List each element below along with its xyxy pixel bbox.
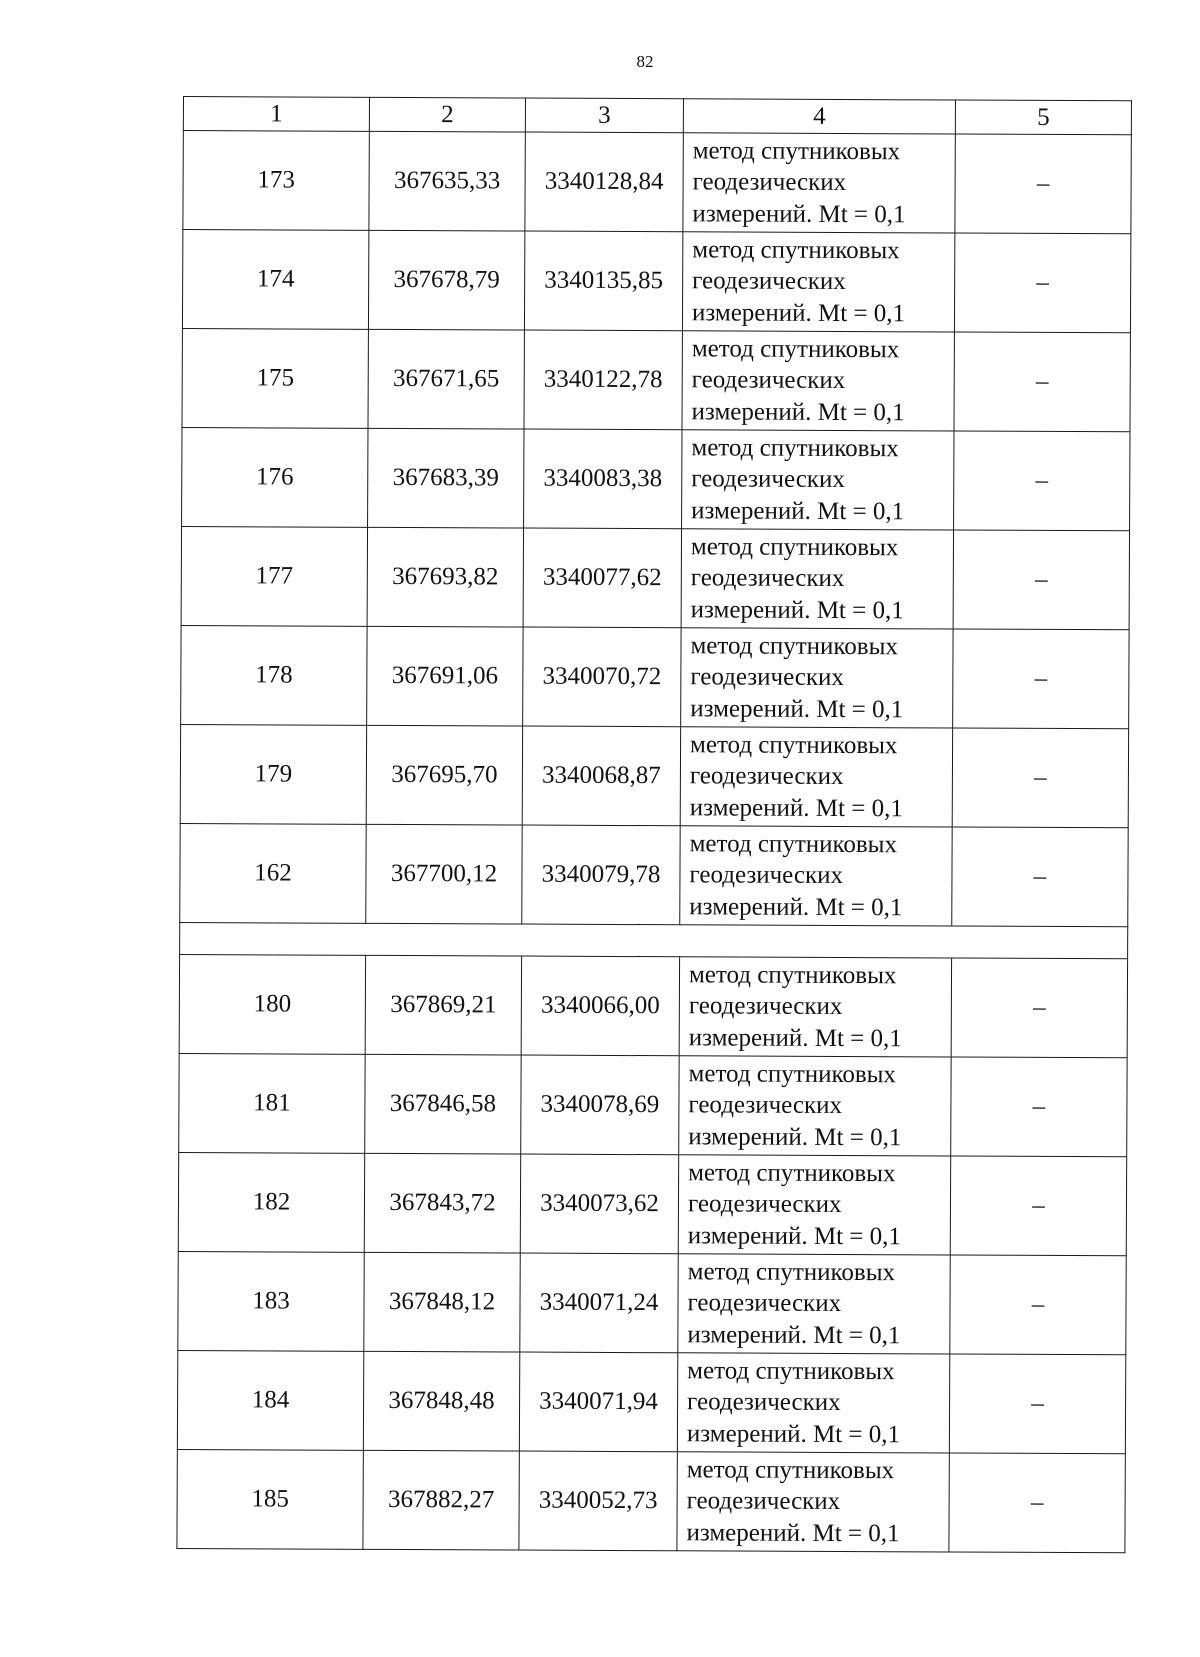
- point-number-cell: 182: [178, 1152, 364, 1252]
- coord-x-cell: 367691,06: [367, 626, 523, 726]
- coord-y-cell: 3340052,73: [519, 1451, 677, 1551]
- table-row: [179, 954, 1127, 1057]
- table-row: [180, 724, 1128, 827]
- table-row: [178, 1152, 1126, 1255]
- method-cell: [678, 1254, 950, 1354]
- separator-row: [180, 922, 1128, 958]
- coord-x-cell: 367882,27: [363, 1450, 519, 1550]
- note-cell: –: [949, 1453, 1125, 1553]
- method-cell: [679, 957, 951, 1057]
- method-line: метод спутниковых: [692, 236, 900, 265]
- coord-y-cell: 3340071,24: [520, 1253, 678, 1353]
- method-line: метод спутниковых: [691, 434, 899, 463]
- method-line: измерений. Mt = 0,1: [691, 398, 905, 427]
- method-line: измерений. Mt = 0,1: [689, 794, 903, 823]
- method-line: измерений. Mt = 0,1: [688, 1024, 902, 1053]
- separator-cell: [180, 922, 1128, 958]
- header-row: [183, 97, 1131, 135]
- method-line: метод спутниковых: [686, 1456, 895, 1484]
- method-line: геодезических: [690, 564, 845, 593]
- method-line: измерений. Mt = 0,1: [686, 1420, 901, 1449]
- note-cell: –: [952, 827, 1128, 927]
- method-cell: [682, 232, 954, 332]
- header-col-3: 3: [525, 98, 683, 133]
- method-line: геодезических: [690, 663, 845, 692]
- point-number-cell: 173: [183, 131, 369, 231]
- note-cell: –: [953, 530, 1129, 630]
- page-number: 82: [636, 52, 654, 71]
- table-body: [177, 131, 1131, 1553]
- coord-y-cell: 3340079,78: [522, 825, 680, 925]
- note-cell: –: [954, 431, 1130, 531]
- point-number-cell: 175: [182, 328, 368, 428]
- header-col-5: 5: [955, 100, 1131, 135]
- note-cell: –: [951, 958, 1127, 1058]
- point-number-cell: 180: [179, 954, 365, 1054]
- method-line: метод спутниковых: [689, 830, 898, 858]
- method-line: метод спутниковых: [687, 1357, 895, 1385]
- method-line: измерений. Mt = 0,1: [687, 1222, 901, 1251]
- note-cell: –: [954, 332, 1130, 432]
- note-cell: –: [951, 1057, 1127, 1157]
- table-row: [180, 823, 1128, 926]
- method-line: геодезических: [691, 366, 846, 395]
- method-cell: [677, 1452, 949, 1552]
- method-line: измерений. Mt = 0,1: [688, 1123, 902, 1152]
- note-cell: –: [955, 134, 1131, 234]
- method-cell: [683, 133, 955, 233]
- method-line: метод спутниковых: [692, 137, 901, 166]
- point-number-cell: 177: [181, 526, 367, 626]
- method-line: геодезических: [692, 267, 846, 296]
- coord-y-cell: 3340135,85: [524, 231, 682, 331]
- coord-y-cell: 3340077,62: [523, 528, 681, 628]
- method-line: измерений. Mt = 0,1: [691, 497, 905, 526]
- coord-x-cell: 367695,70: [366, 725, 522, 825]
- method-line: измерений. Mt = 0,1: [687, 1321, 901, 1350]
- coord-y-cell: 3340073,62: [520, 1154, 678, 1254]
- method-line: геодезических: [688, 1091, 843, 1120]
- note-cell: –: [950, 1255, 1126, 1355]
- coord-x-cell: 367700,12: [366, 824, 522, 924]
- coord-y-cell: 3340066,00: [521, 956, 679, 1056]
- method-line: геодезических: [689, 762, 844, 791]
- method-cell: [680, 826, 952, 926]
- note-cell: –: [954, 233, 1130, 333]
- method-cell: [677, 1353, 949, 1453]
- method-line: геодезических: [689, 861, 844, 890]
- table-row: [183, 131, 1131, 234]
- method-cell: [679, 1056, 951, 1156]
- header-col-1: 1: [183, 97, 369, 132]
- table-row: [182, 230, 1130, 333]
- method-cell: [681, 628, 953, 728]
- coord-x-cell: 367678,79: [368, 230, 524, 330]
- method-line: геодезических: [687, 1289, 842, 1318]
- method-line: геодезических: [686, 1487, 841, 1516]
- coord-x-cell: 367869,21: [365, 955, 521, 1055]
- coordinates-table-wrapper: [176, 96, 1132, 1553]
- method-line: геодезических: [692, 168, 847, 197]
- coord-y-cell: 3340068,87: [522, 726, 680, 826]
- coord-y-cell: 3340070,72: [523, 627, 681, 727]
- point-number-cell: 162: [180, 823, 366, 923]
- coordinates-table: [176, 96, 1132, 1553]
- method-line: измерений. Mt = 0,1: [692, 200, 906, 229]
- point-number-cell: 184: [177, 1350, 363, 1450]
- header-col-2: 2: [369, 97, 525, 132]
- method-line: измерений. Mt = 0,1: [691, 299, 906, 328]
- method-line: метод спутниковых: [690, 632, 898, 660]
- method-line: метод спутниковых: [688, 1060, 897, 1088]
- table-row: [177, 1449, 1125, 1552]
- method-line: метод спутниковых: [691, 335, 900, 364]
- table-row: [182, 328, 1130, 431]
- method-line: геодезических: [687, 1388, 841, 1417]
- method-line: измерений. Mt = 0,1: [686, 1519, 900, 1548]
- method-line: измерений. Mt = 0,1: [690, 596, 904, 625]
- coord-x-cell: 367635,33: [369, 131, 525, 231]
- coord-x-cell: 367683,39: [368, 428, 524, 528]
- note-cell: –: [952, 728, 1128, 828]
- method-line: геодезических: [687, 1190, 842, 1219]
- point-number-cell: 185: [177, 1449, 363, 1549]
- method-line: измерений. Mt = 0,1: [689, 893, 903, 922]
- coord-y-cell: 3340083,38: [524, 429, 682, 529]
- coord-y-cell: 3340078,69: [521, 1055, 679, 1155]
- method-line: метод спутниковых: [690, 731, 898, 759]
- method-line: измерений. Mt = 0,1: [690, 695, 904, 724]
- method-cell: [678, 1155, 950, 1255]
- method-cell: [680, 727, 952, 827]
- point-number-cell: 176: [182, 427, 368, 527]
- method-line: геодезических: [688, 992, 843, 1021]
- point-number-cell: 179: [180, 724, 366, 824]
- table-row: [177, 1350, 1125, 1453]
- table-row: [182, 427, 1130, 530]
- method-line: метод спутниковых: [687, 1258, 896, 1286]
- coord-y-cell: 3340122,78: [524, 330, 682, 430]
- point-number-cell: 178: [181, 625, 367, 725]
- table-row: [178, 1251, 1126, 1354]
- method-cell: [681, 529, 953, 629]
- note-cell: –: [949, 1354, 1125, 1454]
- table-row: [179, 1053, 1127, 1156]
- note-cell: –: [950, 1156, 1126, 1256]
- coord-y-cell: 3340071,94: [519, 1352, 677, 1452]
- coord-x-cell: 367843,72: [364, 1153, 520, 1253]
- table-row: [181, 625, 1129, 728]
- table-row: [181, 526, 1129, 629]
- method-line: метод спутниковых: [688, 961, 897, 989]
- method-cell: [682, 430, 954, 530]
- method-cell: [682, 331, 954, 431]
- point-number-cell: 181: [179, 1053, 365, 1153]
- method-line: геодезических: [691, 465, 845, 494]
- method-line: метод спутниковых: [688, 1159, 896, 1187]
- note-cell: –: [953, 629, 1129, 729]
- coord-x-cell: 367693,82: [367, 527, 523, 627]
- coord-y-cell: 3340128,84: [525, 132, 683, 232]
- header-col-4: 4: [683, 99, 955, 134]
- point-number-cell: 183: [178, 1251, 364, 1351]
- coord-x-cell: 367846,58: [365, 1054, 521, 1154]
- coord-x-cell: 367848,12: [364, 1252, 520, 1352]
- method-line: метод спутниковых: [690, 533, 899, 562]
- coord-x-cell: 367848,48: [363, 1351, 519, 1451]
- point-number-cell: 174: [182, 230, 368, 330]
- coord-x-cell: 367671,65: [368, 329, 524, 429]
